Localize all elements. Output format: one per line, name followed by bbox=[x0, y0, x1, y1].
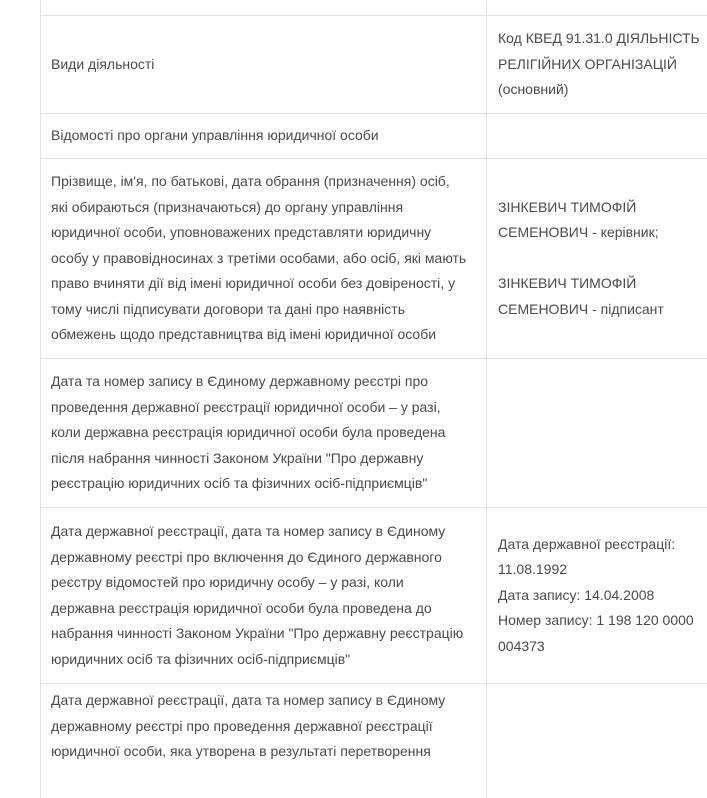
value-line: 11.08.1992 bbox=[498, 557, 707, 583]
label-line: які обираються (призначаються) до органу управління bbox=[51, 195, 476, 221]
label-line: Види діяльності bbox=[51, 52, 476, 78]
row-label bbox=[41, 684, 487, 798]
registry-table bbox=[40, 0, 707, 798]
table-row-representatives bbox=[41, 159, 707, 359]
row-value bbox=[487, 159, 707, 359]
row-value bbox=[487, 16, 707, 114]
label-line: після набрання чинності Законом України "Про державну bbox=[51, 446, 476, 472]
row-label bbox=[41, 16, 487, 114]
label-line: реєстру відомостей про юридичну особу – у разі, коли bbox=[51, 570, 476, 596]
label-line: Прізвище, ім'я, по батькові, дата обрання (призначення) осіб, bbox=[51, 169, 476, 195]
label-line: тому числі підписувати договори та дані про наявність bbox=[51, 297, 476, 323]
row-value bbox=[487, 359, 707, 508]
label-line: набрання чинності Законом України "Про державну реєстрацію bbox=[51, 621, 476, 647]
label-line: державна реєстрація юридичної особи була проведена до bbox=[51, 596, 476, 622]
table-row bbox=[41, 0, 707, 16]
row-value bbox=[487, 114, 707, 159]
value-spacer bbox=[498, 246, 707, 272]
label-line: реєстрацію юридичних осіб та фізичних осіб-підприємців" bbox=[51, 471, 476, 497]
table-row-management-bodies bbox=[41, 114, 707, 159]
value-line: (основний) bbox=[498, 77, 707, 103]
table-row-registration-record bbox=[41, 359, 707, 508]
value-line: Дата державної реєстрації: bbox=[498, 532, 707, 558]
label-line: коли державна реєстрація юридичної особи була проведена bbox=[51, 420, 476, 446]
value-line: ЗІНКЕВИЧ ТИМОФІЙ bbox=[498, 271, 707, 297]
label-line: Дата державної реєстрації, дата та номер запису в Єдиному bbox=[51, 519, 476, 545]
value-line: Дата запису: 14.04.2008 bbox=[498, 583, 707, 609]
value-line: Код КВЕД 91.31.0 ДІЯЛЬНІСТЬ bbox=[498, 26, 707, 52]
value-line: СЕМЕНОВИЧ - підписант bbox=[498, 297, 707, 323]
label-line: обмежень щодо представництва від імені юридичної особи bbox=[51, 322, 476, 348]
table-row-transformation bbox=[41, 684, 707, 798]
row-label bbox=[41, 159, 487, 359]
label-line: проведення державної реєстрації юридичної особи – у разі, bbox=[51, 395, 476, 421]
label-line: Відомості про органи управління юридичної особи bbox=[51, 123, 476, 149]
row-value bbox=[487, 508, 707, 684]
row-label bbox=[41, 508, 487, 684]
row-label bbox=[41, 0, 487, 16]
value-line: 004373 bbox=[498, 634, 707, 660]
row-value bbox=[487, 0, 707, 16]
value-line: ЗІНКЕВИЧ ТИМОФІЙ bbox=[498, 195, 707, 221]
value-line: СЕМЕНОВИЧ - керівник; bbox=[498, 220, 707, 246]
label-line: державному реєстрі про включення до Єдиного державного bbox=[51, 545, 476, 571]
label-line: юридичних осіб та фізичних осіб-підприємців" bbox=[51, 647, 476, 673]
value-line: Номер запису: 1 198 120 0000 bbox=[498, 608, 707, 634]
row-label bbox=[41, 359, 487, 508]
table-row-registration-date bbox=[41, 508, 707, 684]
label-line: особу у правовідносинах з третіми особами, або осіб, які мають bbox=[51, 246, 476, 272]
label-line: юридичної особи, яка утворена в результаті перетворення bbox=[51, 739, 476, 765]
row-label bbox=[41, 114, 487, 159]
value-line: РЕЛІГІЙНИХ ОРГАНІЗАЦІЙ bbox=[498, 52, 707, 78]
table-row-activities bbox=[41, 16, 707, 114]
row-value bbox=[487, 684, 707, 798]
label-line: Дата та номер запису в Єдиному державному реєстрі про bbox=[51, 369, 476, 395]
label-line: юридичної особи, уповноважених представляти юридичну bbox=[51, 220, 476, 246]
label-line: Дата державної реєстрації, дата та номер запису в Єдиному bbox=[51, 688, 476, 714]
label-line: державному реєстрі про проведення державної реєстрації bbox=[51, 714, 476, 740]
label-line: право вчиняти дії від імені юридичної особи без довіреності, у bbox=[51, 271, 476, 297]
